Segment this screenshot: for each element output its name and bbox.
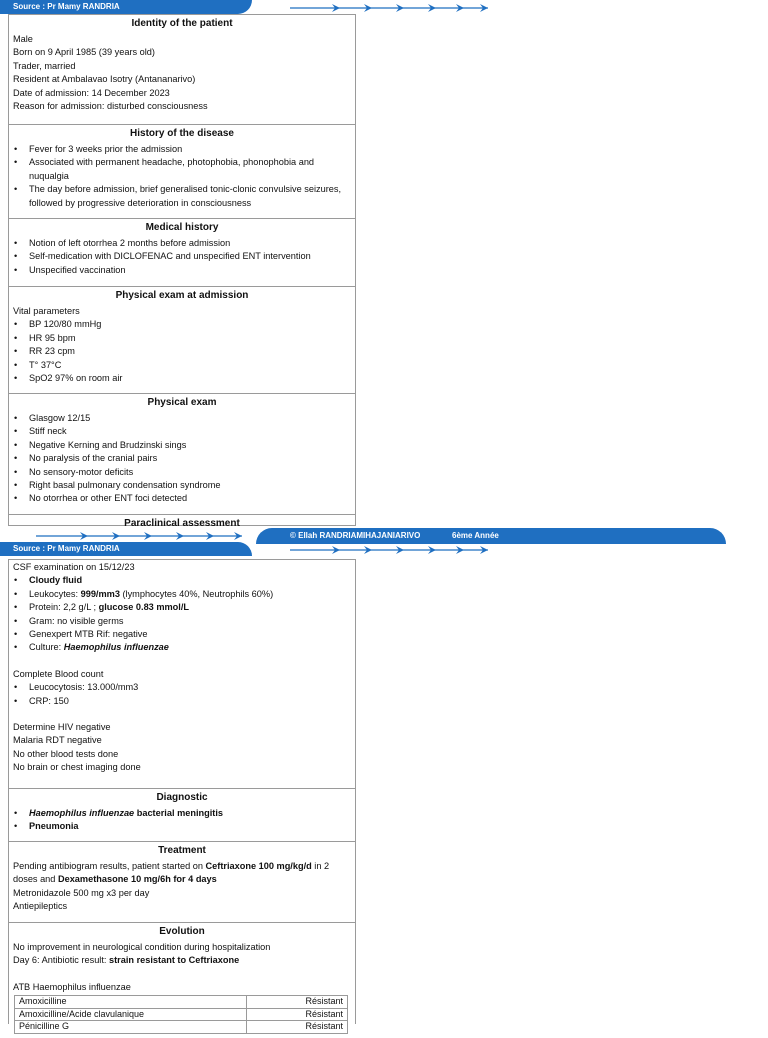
cbc-heading: Complete Blood count [13,668,104,679]
list-item: • Genexpert MTB Rif: negative [13,628,351,641]
list-item: • Negative Kerning and Brudzinski sings [13,439,351,452]
list-item: • RR 23 cpm [13,345,351,358]
csf-culture-label: Culture: [29,642,64,653]
csf-leuko-value: 999/mm3 [80,588,120,599]
list-item: • Stiff neck [13,425,351,438]
evolution-resistance: strain resistant to Ceftriaxone [109,955,240,966]
exam-admission-title: Physical exam at admission [115,290,249,301]
identity-section [9,15,355,125]
medical-history-section [9,219,355,287]
clinical-summary-panel [8,14,356,529]
list-item: • Leucocytosis: 13.000/mm3 [13,681,351,694]
dexamethasone-dose: Dexamethasone 10 mg/6h for 4 days [57,874,217,885]
paraclinical-panel [8,559,356,1032]
vital-parameters-label: Vital parameters [13,306,80,316]
table-row [15,1008,348,1021]
list-item: • No paralysis of the cranial pairs [13,452,351,465]
list-item: • Fever for 3 weeks prior the admission [13,143,351,156]
exam-section [9,394,355,515]
atb-drug: Amoxicilline [15,996,247,1009]
list-item: • The day before admission, brief generalised tonic-clonic convulsive seizures, followed by progressive deterioration in consciousness [13,183,351,210]
medical-history-title: Medical history [145,222,219,233]
table-row [15,996,348,1009]
csf-cloudy: Cloudy fluid [29,575,83,586]
diagnostic-title: Diagnostic [156,792,208,803]
identity-line: Reason for admission: disturbed consciousness [13,101,208,112]
list-item: • SpO2 97% on room air [13,372,351,385]
treatment-text: Pending antibiogram results, patient started on [13,861,206,871]
atb-drug: Amoxicilline/Acide clavulanique [15,1008,247,1021]
footer-author: © Ellah RANDRIAMIHAJANIARIVO [290,531,421,540]
list-item: • Associated with permanent headache, photophobia, phonophobia and nuqualgia [13,156,351,183]
diagnostic-section [9,789,355,842]
list-item: • Right basal pulmonary condensation syndrome [13,479,351,492]
antibiogram-table [14,995,348,1034]
atb-drug: Pénicilline G [15,1021,247,1034]
csf-glucose: glucose 0.83 mmol/L [98,602,190,613]
atb-result: Résistant [247,996,348,1009]
list-item: • Unspecified vaccination [13,264,351,277]
arrow-chain-bottom-icon [290,545,490,555]
identity-line: Trader, married [13,60,76,71]
list-item: • No sensory-motor deficits [13,466,351,479]
atb-title: ATB Haemophilus influenzae [13,981,131,992]
csf-culture-value: Haemophilus influenzae [63,642,169,653]
treatment-line [13,860,351,887]
exam-admission-section [9,287,355,394]
diagnostic-pneumonia: Pneumonia [29,821,79,832]
list-item: • Glasgow 12/15 [13,412,351,425]
table-row [15,1021,348,1034]
source-banner-bottom: Source : Pr Mamy RANDRIA [0,542,252,556]
ceftriaxone-dose: Ceftriaxone 100 mg/kg/d [205,861,312,871]
treatment-line: Metronidazole 500 mg x3 per day [13,887,150,898]
other-test: No brain or chest imaging done [13,762,141,773]
arrow-chain-mid-icon [36,531,246,541]
identity-title: Identity of the patient [131,18,233,29]
list-item [13,807,351,820]
history-section [9,125,355,219]
identity-line: Male [13,34,33,44]
csf-heading: CSF examination on 15/12/23 [13,562,135,572]
evolution-section [9,923,355,1038]
list-item: • HR 95 bpm [13,332,351,345]
evolution-line [13,954,351,967]
list-item [13,588,351,601]
evolution-line: No improvement in neurological condition during hospitalization [13,942,271,952]
list-item: • No otorrhea or other ENT foci detected [13,492,351,505]
arrow-chain-top-icon [290,3,490,13]
paraclinical-title: Paraclinical assessment [124,518,240,529]
list-item: • CRP: 150 [13,695,351,708]
list-item [13,641,351,654]
atb-result: Résistant [247,1021,348,1034]
evolution-title: Evolution [159,926,205,937]
identity-line: Born on 9 April 1985 (39 years old) [13,47,155,58]
history-title: History of the disease [130,128,234,139]
atb-result: Résistant [247,1008,348,1021]
other-test: Malaria RDT negative [13,735,102,746]
other-test: No other blood tests done [13,748,119,759]
csf-leuko-label: Leukocytes: [29,588,81,599]
list-item [13,601,351,614]
list-item: • Gram: no visible germs [13,615,351,628]
csf-leuko-detail: (lymphocytes 40%, Neutrophils 60%) [119,588,274,599]
treatment-line: Antiepileptics [13,901,68,912]
list-item [13,574,351,587]
source-banner-top: Source : Pr Mamy RANDRIA [0,0,252,14]
diagnostic-organism: Haemophilus influenzae [29,808,135,818]
treatment-section [9,842,355,923]
paraclinical-results-section [9,560,355,789]
treatment-title: Treatment [158,845,206,856]
list-item [13,820,351,833]
footer-bar [256,528,726,544]
footer-year: 6ème Année [452,531,499,540]
list-item: • T° 37°C [13,359,351,372]
diagnostic-meningitis: bacterial meningitis [134,808,224,818]
exam-title: Physical exam [147,397,217,408]
list-item: • Self-medication with DICLOFENAC and unspecified ENT intervention [13,250,351,263]
evolution-text: Day 6: Antibiotic result: [13,955,110,966]
list-item: • BP 120/80 mmHg [13,318,351,331]
list-item: • Notion of left otorrhea 2 months before admission [13,237,351,250]
other-test: Determine HIV negative [13,722,111,733]
identity-line: Date of admission: 14 December 2023 [13,87,170,98]
treatment-text: in 2 doses and [13,861,330,885]
csf-protein: Protein: 2,2 g/L ; [29,602,99,613]
identity-line: Resident at Ambalavao Isotry (Antananarivo) [13,74,196,85]
